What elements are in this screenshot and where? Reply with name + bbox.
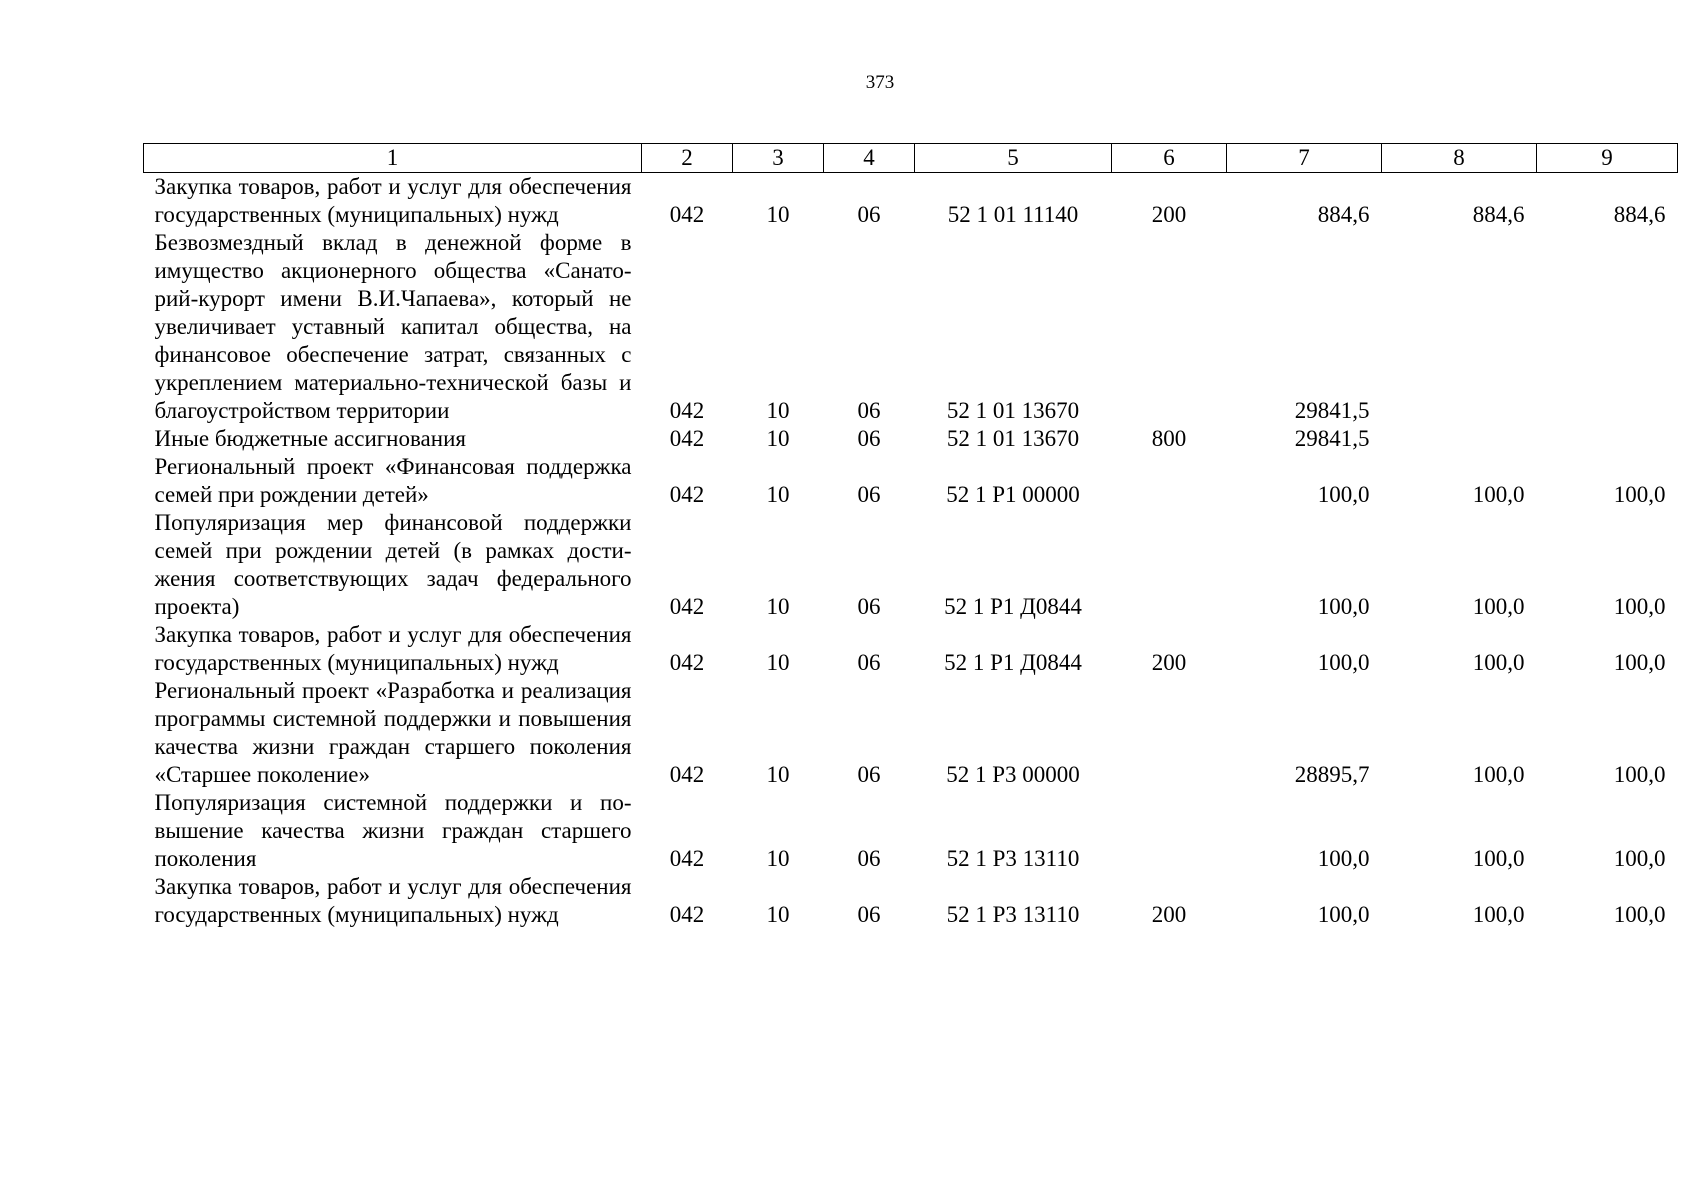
- ministry-code: 042: [669, 594, 705, 619]
- column-header: 4: [824, 144, 915, 173]
- row-description: Иные бюджетные ассигнования: [154, 426, 466, 451]
- table-header: [144, 144, 1678, 173]
- expense-type-code: 200: [1151, 202, 1187, 227]
- subsection-code: 06: [857, 594, 881, 619]
- subsection-code: 06: [857, 398, 881, 423]
- table-row: [144, 173, 1678, 230]
- amount-year-3: 884,6: [1613, 202, 1666, 227]
- amount-year-2: 884,6: [1472, 202, 1525, 227]
- budget-table: [143, 143, 1678, 929]
- amount-year-3: 100,0: [1613, 902, 1666, 927]
- column-header: 6: [1112, 144, 1227, 173]
- amount-year-1: 100,0: [1317, 846, 1370, 871]
- amount-year-1: 100,0: [1317, 482, 1370, 507]
- table-row: [144, 509, 1678, 621]
- subsection-code: 06: [857, 902, 881, 927]
- target-article-code: 52 1 01 11140: [947, 202, 1079, 227]
- column-number-row: [144, 144, 1678, 173]
- section-code: 10: [766, 482, 790, 507]
- target-article-code: 52 1 01 13670: [946, 426, 1080, 451]
- ministry-code: 042: [669, 426, 705, 451]
- amount-year-3: [1537, 425, 1678, 453]
- amount-year-2: 100,0: [1472, 594, 1525, 619]
- table-body: [144, 173, 1678, 930]
- ministry-code: 042: [669, 650, 705, 675]
- table-row: [144, 677, 1678, 789]
- amount-year-2: 100,0: [1472, 762, 1525, 787]
- subsection-code: 06: [857, 426, 881, 451]
- row-description: Популяризация мер финансовой поддержки семей при рождении детей (в рамках достижения соответствующих задач федерального проекта): [154, 510, 632, 619]
- ministry-code: 042: [669, 846, 705, 871]
- amount-year-2: 100,0: [1472, 482, 1525, 507]
- ministry-code: 042: [669, 202, 705, 227]
- amount-year-1: 100,0: [1317, 650, 1370, 675]
- row-description: Региональный проект «Разработка и реализация программы системной поддержки и повышения качества жизни граждан старшего поколения «Старшее поколение»: [154, 678, 632, 787]
- section-code: 10: [766, 398, 790, 423]
- amount-year-1: 100,0: [1317, 594, 1370, 619]
- subsection-code: 06: [857, 482, 881, 507]
- expense-type-code: [1112, 453, 1227, 509]
- table-row: [144, 789, 1678, 873]
- target-article-code: 52 1 01 13670: [946, 398, 1080, 423]
- expense-type-code: [1112, 229, 1227, 425]
- column-header: 1: [144, 144, 642, 173]
- ministry-code: 042: [669, 482, 705, 507]
- expense-type-code: [1112, 509, 1227, 621]
- column-header: 3: [733, 144, 824, 173]
- target-article-code: 52 1 Р1 00000: [946, 482, 1080, 507]
- section-code: 10: [766, 902, 790, 927]
- section-code: 10: [766, 202, 790, 227]
- amount-year-2: [1382, 229, 1537, 425]
- amount-year-3: 100,0: [1613, 650, 1666, 675]
- column-header: 5: [915, 144, 1112, 173]
- row-description: Безвозмездный вклад в денежной форме в имущество акционерного общества «Санаторий-курорт имени В.И.Чапаева», который не увеличивает уставный капитал общества, на финансовое обеспечение затрат, связанных с укреплением материально-технической базы и благоустройством территории: [154, 230, 632, 423]
- target-article-code: 52 1 Р1 Д0844: [944, 594, 1082, 619]
- table-row: [144, 453, 1678, 509]
- amount-year-1: 28895,7: [1294, 762, 1370, 787]
- amount-year-3: [1537, 229, 1678, 425]
- page-number: 373: [865, 72, 895, 93]
- table-row: [144, 229, 1678, 425]
- section-code: 10: [766, 762, 790, 787]
- target-article-code: 52 1 Р3 13110: [946, 902, 1080, 927]
- ministry-code: 042: [669, 902, 705, 927]
- target-article-code: 52 1 Р3 13110: [946, 846, 1080, 871]
- amount-year-3: 100,0: [1613, 846, 1666, 871]
- amount-year-2: [1382, 425, 1537, 453]
- target-article-code: 52 1 Р3 00000: [946, 762, 1080, 787]
- amount-year-1: 29841,5: [1294, 398, 1370, 423]
- row-description: Популяризация системной поддержки и повышение качества жизни граждан старшего поколения: [154, 790, 632, 871]
- column-header: 2: [642, 144, 733, 173]
- expense-type-code: 800: [1151, 426, 1187, 451]
- table-row: [144, 621, 1678, 677]
- target-article-code: 52 1 Р1 Д0844: [944, 650, 1082, 675]
- amount-year-2: 100,0: [1472, 902, 1525, 927]
- amount-year-3: 100,0: [1613, 594, 1666, 619]
- row-description: Региональный проект «Финансовая поддержка семей при рождении детей»: [154, 454, 632, 507]
- amount-year-1: 884,6: [1317, 202, 1370, 227]
- amount-year-3: 100,0: [1613, 482, 1666, 507]
- table-row: [144, 425, 1678, 453]
- expense-type-code: 200: [1151, 650, 1187, 675]
- row-description: Закупка товаров, работ и услуг для обеспечения государственных (муниципальных) нужд: [154, 174, 632, 227]
- section-code: 10: [766, 650, 790, 675]
- amount-year-2: 100,0: [1472, 846, 1525, 871]
- expense-type-code: 200: [1151, 902, 1187, 927]
- section-code: 10: [766, 594, 790, 619]
- table-row: [144, 873, 1678, 929]
- column-header: 9: [1537, 144, 1678, 173]
- section-code: 10: [766, 426, 790, 451]
- expense-type-code: [1112, 789, 1227, 873]
- row-description: Закупка товаров, работ и услуг для обеспечения государственных (муниципальных) нужд: [154, 622, 632, 675]
- subsection-code: 06: [857, 846, 881, 871]
- column-header: 8: [1382, 144, 1537, 173]
- subsection-code: 06: [857, 650, 881, 675]
- amount-year-3: 100,0: [1613, 762, 1666, 787]
- amount-year-1: 100,0: [1317, 902, 1370, 927]
- ministry-code: 042: [669, 762, 705, 787]
- column-header: 7: [1227, 144, 1382, 173]
- row-description: Закупка товаров, работ и услуг для обеспечения государственных (муниципальных) нужд: [154, 874, 632, 927]
- expense-type-code: [1112, 677, 1227, 789]
- ministry-code: 042: [669, 398, 705, 423]
- amount-year-2: 100,0: [1472, 650, 1525, 675]
- section-code: 10: [766, 846, 790, 871]
- subsection-code: 06: [857, 202, 881, 227]
- amount-year-1: 29841,5: [1294, 426, 1370, 451]
- subsection-code: 06: [857, 762, 881, 787]
